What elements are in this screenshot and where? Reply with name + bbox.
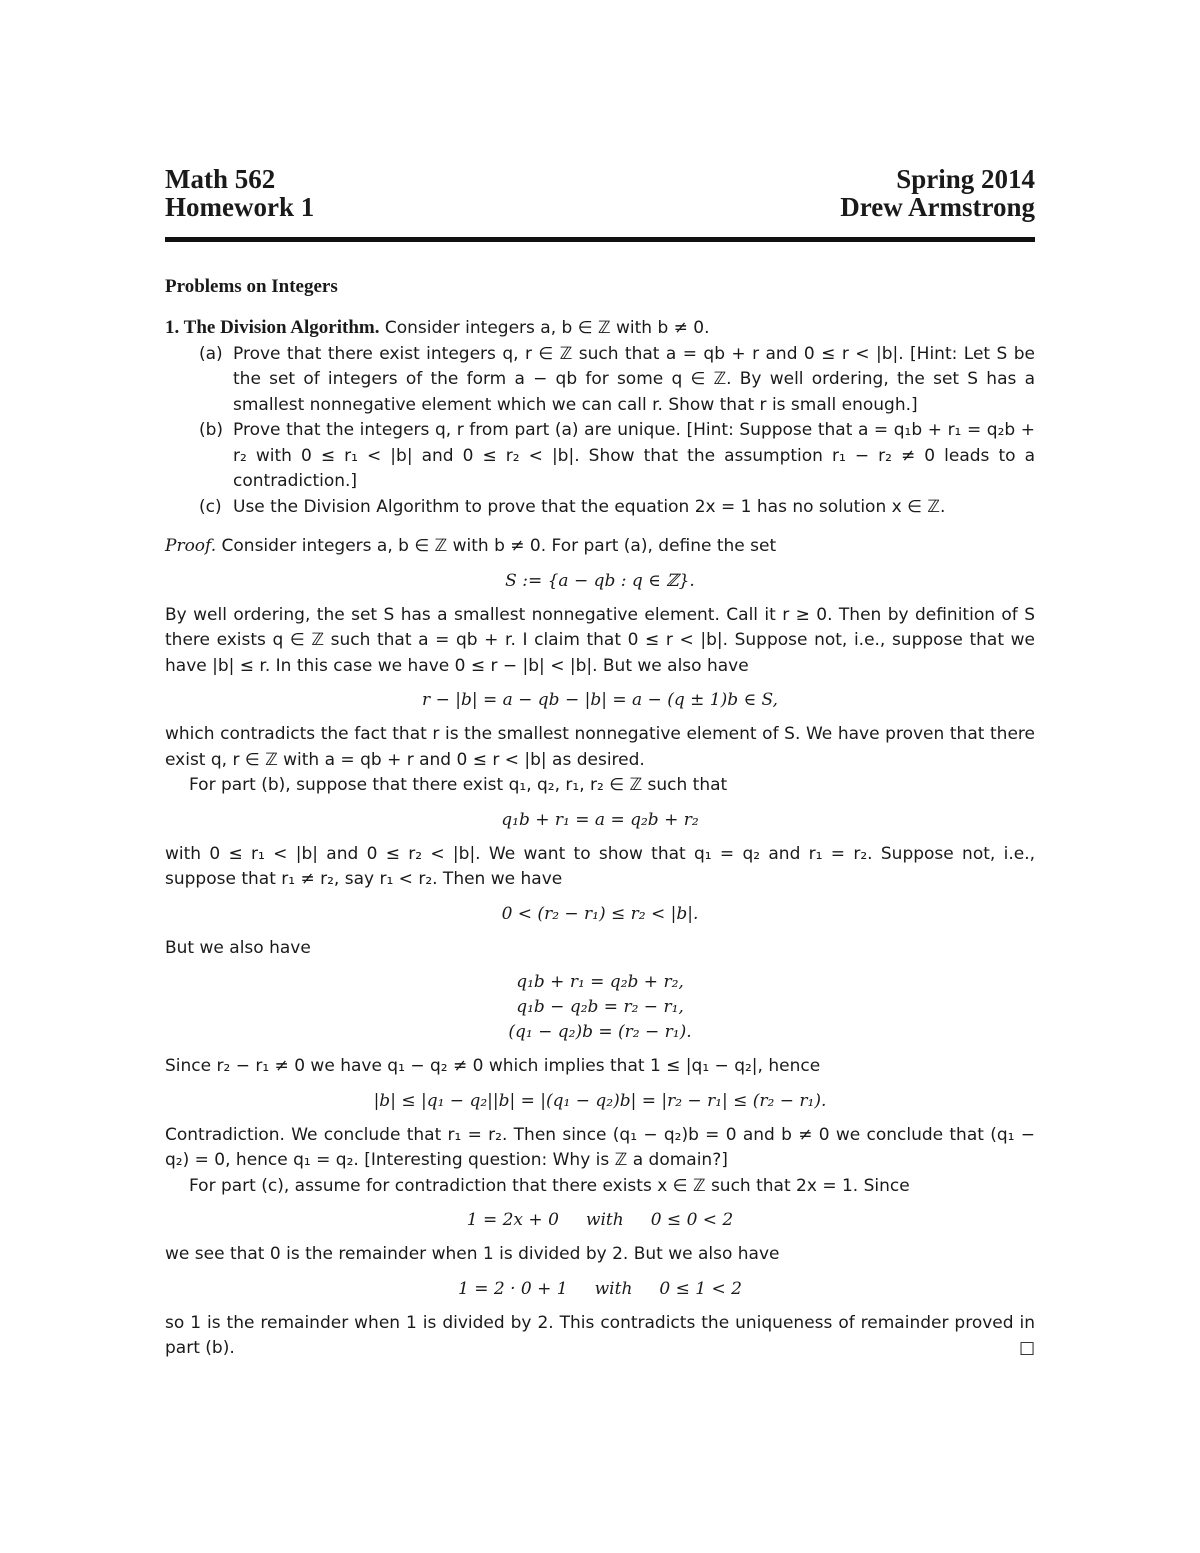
proof-conclusion bbox=[165, 1311, 1035, 1362]
equation-two-decompositions: q₁b + r₁ = a = q₂b + r₂ bbox=[501, 809, 699, 830]
problem-title: 1. The Division Algorithm. bbox=[165, 317, 380, 338]
page-header bbox=[165, 165, 1035, 221]
equation-align-2: q₁b − q₂b = r₂ − r₁, bbox=[516, 997, 684, 1017]
author: Drew Armstrong bbox=[840, 192, 1035, 222]
part-b bbox=[165, 418, 1035, 495]
proof-intro bbox=[165, 534, 1035, 560]
part-c bbox=[165, 495, 1035, 521]
equation-align-3: (q₁ − q₂)b = (r₂ − r₁). bbox=[508, 1022, 692, 1042]
equation-inequality: 0 < (r₂ − r₁) ≤ r₂ < |b|. bbox=[501, 903, 699, 924]
homework-page bbox=[165, 165, 1035, 1362]
proof-p10: we see that 0 is the remainder when 1 is divided by 2. But we also have bbox=[165, 1244, 780, 1264]
equation-remainder-one: 1 = 2 · 0 + 1 with 0 ≤ 1 < 2 bbox=[458, 1278, 742, 1299]
assignment-title: Homework 1 bbox=[165, 192, 315, 222]
equation-abs-bound: |b| ≤ |q₁ − q₂||b| = |(q₁ − q₂)b| = |r₂ − r₁| ≤ (r₂ − r₁). bbox=[373, 1090, 827, 1111]
proof-p2: By well ordering, the set S has a smallest nonnegative element. Call it r ≥ 0. Then by definition of S there exists q ∈ ℤ such that a = qb + r. I claim that 0 ≤ r < |b|. Suppose not, i.e., suppose that we have |b| ≤ r. In this case we have 0 ≤ r − |b| < |b|. But we also have bbox=[165, 604, 1035, 676]
equation-set-s: S := {a − qb : q ∈ ℤ}. bbox=[505, 570, 695, 591]
part-c-label: (c) bbox=[199, 496, 222, 517]
proof-p8: Contradiction. We conclude that r₁ = r₂. Then since (q₁ − q₂)b = 0 and b ≠ 0 we conclude that (q₁ − q₂) = 0, hence q₁ = q₂. [Interesting question: Why is ℤ a domain?] bbox=[165, 1124, 1035, 1170]
part-a-label: (a) bbox=[199, 343, 223, 364]
equation-align-1: q₁b + r₁ = q₂b + r₂, bbox=[516, 972, 684, 992]
part-a bbox=[165, 342, 1035, 419]
proof-word: Proof. bbox=[165, 536, 217, 556]
problem-text: Consider integers a, b ∈ ℤ with b ≠ 0. bbox=[379, 318, 710, 338]
part-c-text: Use the Division Algorithm to prove that the equation 2x = 1 has no solution x ∈ ℤ. bbox=[233, 496, 946, 517]
equation-remainder-zero: 1 = 2x + 0 with 0 ≤ 0 < 2 bbox=[466, 1210, 734, 1230]
proof-p4: For part (b), suppose that there exist q₁, q₂, r₁, r₂ ∈ ℤ such that bbox=[189, 775, 728, 795]
header-rule bbox=[165, 237, 1035, 242]
section-title: Problems on Integers bbox=[165, 276, 338, 297]
part-b-text: Prove that the integers q, r from part (a) are unique. [Hint: Suppose that a = q₁b + r₁ = q₂b + r₂ with 0 ≤ r₁ < |b| and 0 ≤ r₂ < |b|. Show that the assumption r₁ − r₂ ≠ 0 leads to a contradiction.] bbox=[233, 420, 1035, 491]
proof-p6: But we also have bbox=[165, 937, 311, 958]
problem-statement bbox=[165, 315, 1035, 342]
proof-p5: with 0 ≤ r₁ < |b| and 0 ≤ r₂ < |b|. We want to show that q₁ = q₂ and r₁ = r₂. Suppose not, i.e., suppose that r₁ ≠ r₂, say r₁ < r₂. Then we have bbox=[165, 843, 1035, 889]
proof-p3: which contradicts the fact that r is the smallest nonnegative element of S. We have proven that there exist q, r ∈ ℤ with a = qb + r and 0 ≤ r < |b| as desired. bbox=[165, 724, 1035, 770]
proof-p1: Consider integers a, b ∈ ℤ with b ≠ 0. For part (a), define the set bbox=[216, 536, 777, 556]
part-b-label: (b) bbox=[199, 420, 224, 440]
qed-symbol: □ bbox=[1018, 1338, 1035, 1358]
course-title: Math 562 bbox=[165, 164, 276, 194]
term: Spring 2014 bbox=[896, 164, 1035, 194]
proof-p7: Since r₂ − r₁ ≠ 0 we have q₁ − q₂ ≠ 0 which implies that 1 ≤ |q₁ − q₂|, hence bbox=[165, 1056, 821, 1076]
proof-p9: For part (c), assume for contradiction that there exists x ∈ ℤ such that 2x = 1. Since bbox=[189, 1175, 910, 1196]
equation-r-minus-b: r − |b| = a − qb − |b| = a − (q ± 1)b ∈ S, bbox=[422, 690, 778, 710]
proof-p11: so 1 is the remainder when 1 is divided by 2. This contradicts the uniqueness of remainder proved in part (b). bbox=[165, 1312, 1035, 1358]
part-a-text: Prove that there exist integers q, r ∈ ℤ such that a = qb + r and 0 ≤ r < |b|. [Hint: Let S be the set of integers of the form a − qb for some q ∈ ℤ. By well ordering, the set S has a smallest nonnegative element which we can call r. Show that r is small enough.] bbox=[233, 343, 1035, 415]
